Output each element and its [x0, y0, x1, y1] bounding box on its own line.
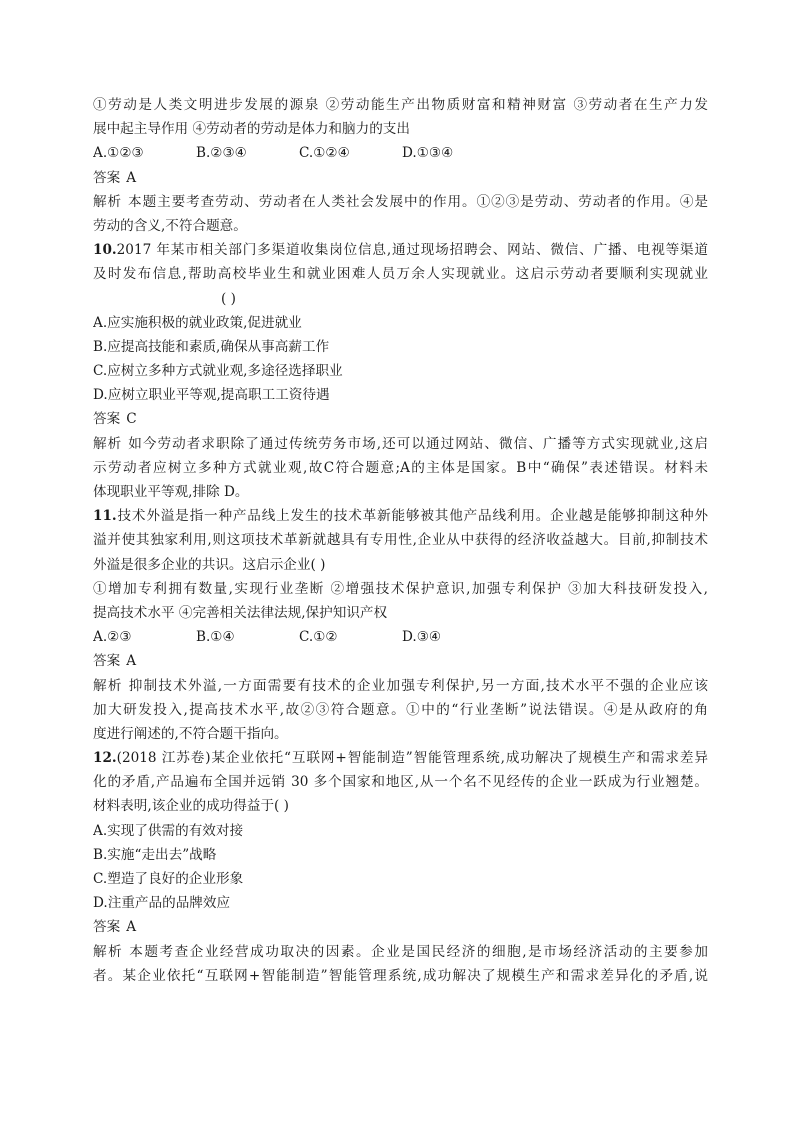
explanation-label: 解析 — [93, 677, 123, 694]
q9-statement-line-2: 展中起主导作用 ④劳动者的劳动是体力和脑力的支出 — [93, 121, 410, 138]
q10-option-a: A.应实施积极的就业政策,促进就业 — [93, 314, 302, 331]
explanation-label: 解析 — [93, 943, 124, 960]
question-stem: 技术外溢是指一种产品线上发生的技术革新能够被其他产品线利用。企业越是能够抑制这种外 — [116, 508, 708, 525]
q10-stem-line-2: 及时发布信息,帮助高校毕业生和就业困难人员万余人实现就业。这启示劳动者要顺利实现就业 — [93, 266, 708, 283]
explanation-label: 解析 — [93, 193, 123, 210]
q12-stem-line-1 — [93, 746, 708, 770]
explanation-text: 本题主要考查劳动、劳动者在人类社会发展中的作用。①②③是劳动、劳动者的作用。④是 — [128, 193, 708, 210]
answer-value: C — [126, 411, 137, 428]
q12-option-d: D.注重产品的品牌效应 — [93, 895, 231, 912]
q11-statement-line-2: 提高技术水平 ④完善相关法律法规,保护知识产权 — [93, 604, 388, 621]
q11-explanation-line-1 — [93, 674, 708, 698]
q11-option-a: A.②③ — [93, 629, 132, 646]
q11-option-d: D.③④ — [402, 629, 442, 646]
q11-explanation-line-3: 度进行阐述的,不符合题干指向。 — [93, 725, 288, 742]
q10-explanation-line-2: 示劳动者应树立多种方式就业观,故C符合题意;A的主体是国家。B中“确保”表述错误。材料未 — [93, 459, 708, 476]
q11-option-c: C.①② — [299, 629, 338, 646]
q12-option-b: B.实施“走出去”战略 — [93, 846, 217, 863]
explanation-label: 解析 — [93, 435, 123, 452]
q9-explanation-line-2: 劳动的含义,不符合题意。 — [93, 217, 247, 234]
answer-value: A — [126, 653, 137, 670]
q9-explanation-line-1 — [93, 190, 708, 214]
q9-option-b: B.②③④ — [196, 145, 247, 162]
q10-explanation-line-3: 体现职业平等观,排除 D。 — [93, 484, 249, 500]
q9-option-d: D.①③④ — [402, 145, 454, 162]
q10-stem-line-1 — [93, 238, 708, 262]
q11-options — [93, 625, 708, 649]
question-number: 11. — [93, 508, 117, 525]
answer-label: 答案 — [93, 919, 121, 936]
answer-label: 答案 — [93, 411, 121, 428]
q12-stem-line-3: 材料表明,该企业的成功得益于( ) — [93, 798, 289, 815]
question-stem: 2017 年某市相关部门多渠道收集岗位信息,通过现场招聘会、网站、微信、广播、电视等渠道 — [116, 242, 708, 259]
q11-answer — [93, 649, 708, 673]
q12-answer — [93, 915, 708, 939]
q10-explanation-line-1 — [93, 432, 708, 456]
q11-statement-line-1: ①增加专利拥有数量,实现行业垄断 ②增强技术保护意识,加强专利保护 ③加大科技研发投入, — [93, 580, 708, 597]
answer-value: A — [126, 169, 137, 186]
answer-label: 答案 — [93, 169, 121, 186]
explanation-text: 如今劳动者求职除了通过传统劳务市场,还可以通过网站、微信、广播等方式实现就业,这启 — [128, 435, 708, 452]
q11-explanation-line-2: 加大研发投入,提高技术水平,故②③符合题意。①中的“行业垄断”说法错误。④是从政府的角 — [93, 701, 708, 718]
q12-explanation-line-1 — [93, 940, 708, 964]
q11-stem-line-3: 外溢是很多企业的共识。这启示企业( ) — [93, 556, 326, 573]
q12-option-c: C.塑造了良好的企业形象 — [93, 871, 244, 887]
q11-option-b: B.①④ — [196, 629, 235, 646]
q12-explanation-line-2: 者。某企业依托“互联网+智能制造”智能管理系统,成功解决了规模生产和需求差异化的矛盾,说 — [93, 967, 708, 984]
q10-option-d: D.应树立职业平等观,提高职工工资待遇 — [93, 387, 330, 404]
question-number: 10. — [93, 242, 117, 259]
q9-answer — [93, 166, 708, 190]
q12-option-a: A.实现了供需的有效对接 — [93, 822, 244, 839]
q11-stem-line-2: 溢并使其独家利用,则这项技术革新就越具有专用性,企业从中获得的经济收益越大。目前,抑制技术 — [93, 532, 708, 549]
q9-option-c: C.①②④ — [299, 145, 350, 162]
explanation-text: 本题考查企业经营成功取决的因素。企业是国民经济的细胞,是市场经济活动的主要参加 — [129, 943, 708, 960]
answer-label: 答案 — [93, 653, 121, 670]
q10-option-c: C.应树立多种方式就业观,多途径选择职业 — [93, 363, 343, 380]
question-stem: (2018 江苏卷)某企业依托“互联网+智能制造”智能管理系统,成功解决了规模生产和需求差异 — [116, 750, 708, 767]
q9-statement-line-1: ①劳动是人类文明进步发展的源泉 ②劳动能生产出物质财富和精神财富 ③劳动者在生产力发 — [93, 97, 708, 113]
answer-value: A — [126, 919, 137, 936]
q10-answer — [93, 407, 708, 431]
q9-option-a: A.①②③ — [93, 145, 144, 162]
explanation-text: 抑制技术外溢,一方面需要有技术的企业加强专利保护,另一方面,技术水平不强的企业应该 — [128, 677, 708, 694]
q10-option-b: B.应提高技能和素质,确保从事高薪工作 — [93, 338, 330, 355]
q9-options — [93, 141, 708, 165]
q12-stem-line-2: 化的矛盾,产品遍布全国并远销 30 多个国家和地区,从一个名不见经传的企业一跃成为行业翘楚。 — [93, 774, 708, 791]
question-number: 12. — [93, 750, 117, 767]
q11-stem-line-1 — [93, 504, 708, 528]
q10-answer-blank: ( ) — [221, 290, 236, 307]
document-page — [93, 93, 708, 988]
